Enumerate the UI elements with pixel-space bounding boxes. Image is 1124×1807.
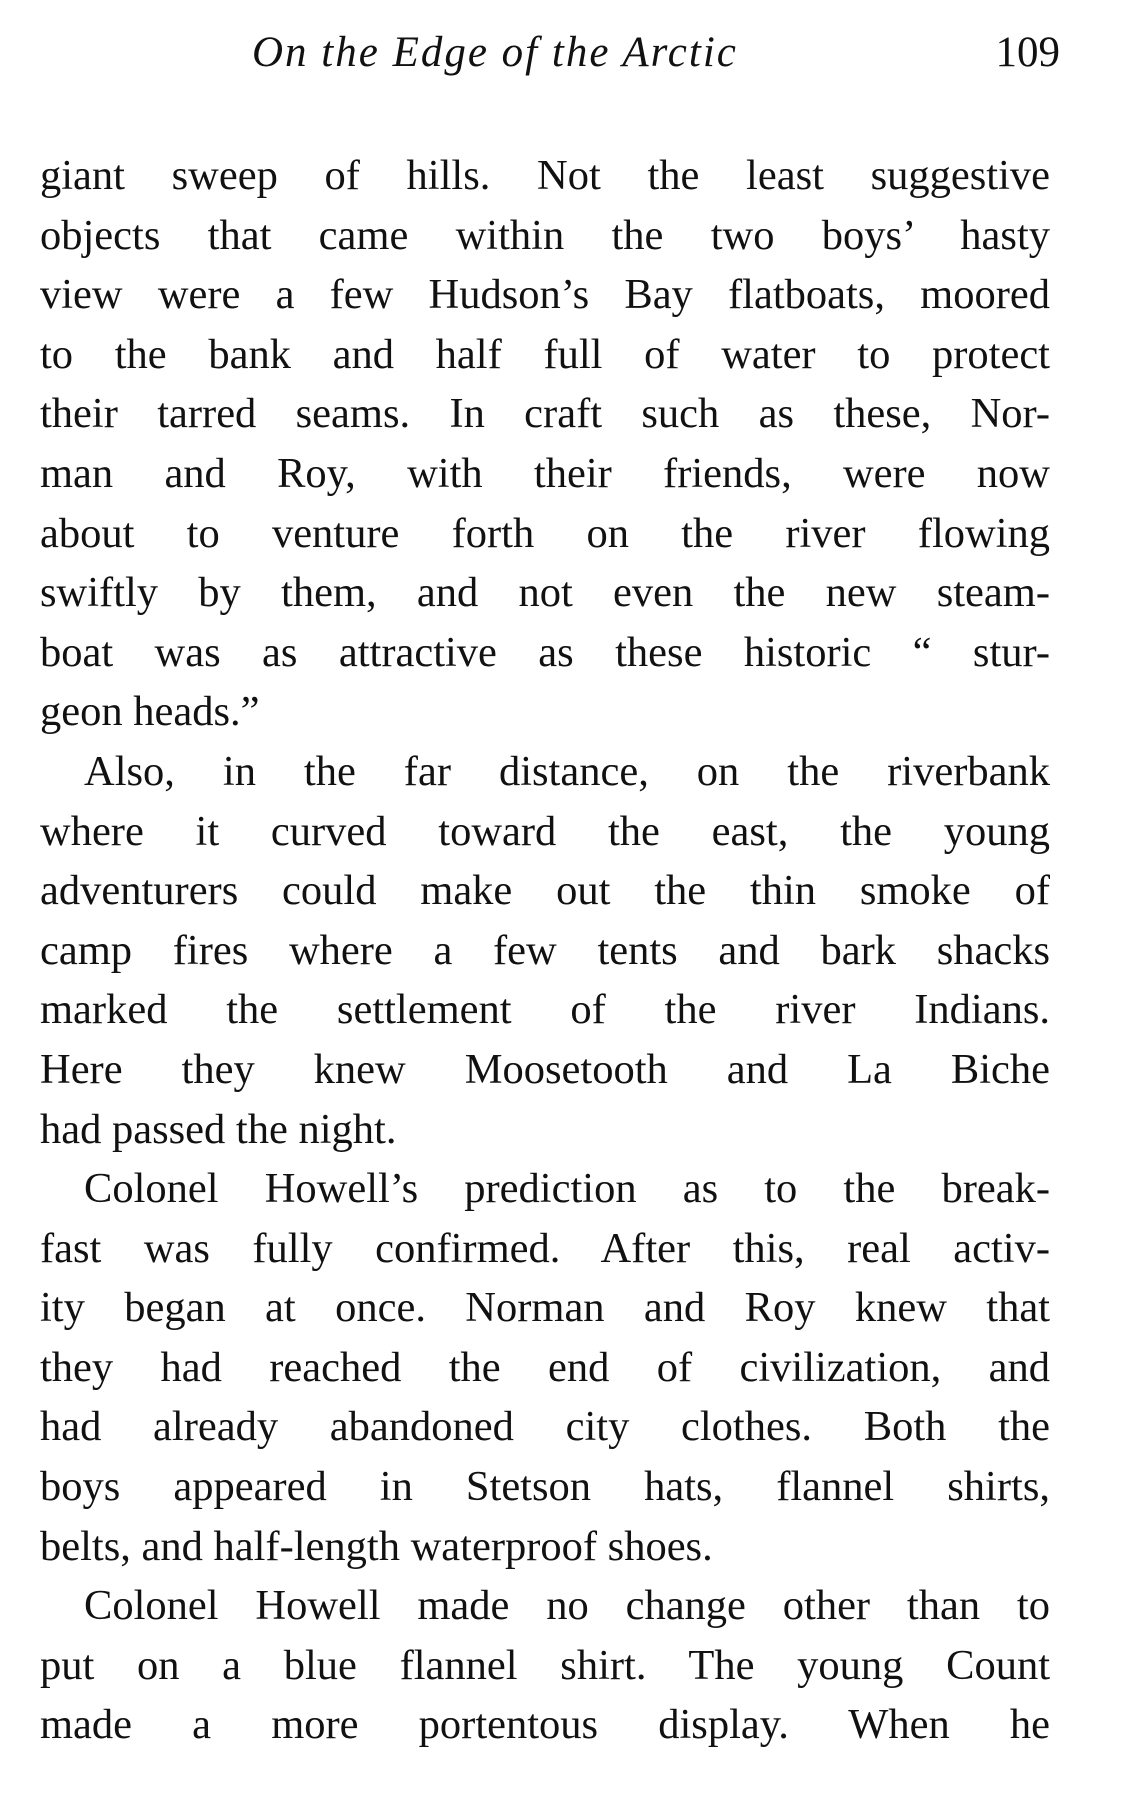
text-line: Also, in the far distance, on the riverbank (84, 747, 1050, 795)
text-line: camp fires where a few tents and bark shacks (40, 926, 1050, 974)
text-line: swiftly by them, and not even the new steam- (40, 569, 1050, 617)
page-number: 109 (995, 29, 1060, 76)
text-line: view were a few Hudson’s Bay flatboats, moored (40, 271, 1050, 319)
text-line: where it curved toward the east, the young (40, 807, 1050, 855)
text-line: boys appeared in Stetson hats, flannel shirts, (40, 1463, 1050, 1511)
text-line: belts, and half-length waterproof shoes. (40, 1522, 713, 1570)
paragraph (40, 1159, 1050, 1576)
text-line: geon heads.” (40, 688, 260, 736)
text-line: had already abandoned city clothes. Both the (40, 1403, 1050, 1451)
paragraph (40, 1576, 1050, 1755)
text-line: had passed the night. (40, 1105, 397, 1153)
text-line: adventurers could make out the thin smoke of (40, 867, 1050, 915)
body-text (40, 146, 1050, 1755)
text-line: they had reached the end of civilization, and (40, 1343, 1050, 1391)
text-line: objects that came within the two boys’ hasty (40, 211, 1050, 259)
text-line: their tarred seams. In craft such as these, Nor- (40, 390, 1050, 438)
text-line: put on a blue flannel shirt. The young Count (40, 1641, 1050, 1689)
text-line: marked the settlement of the river Indians. (40, 986, 1050, 1034)
text-line: to the bank and half full of water to protect (40, 330, 1050, 378)
text-line: Here they knew Moosetooth and La Biche (40, 1045, 1050, 1093)
text-line: giant sweep of hills. Not the least suggestive (40, 152, 1050, 199)
text-line: man and Roy, with their friends, were now (40, 449, 1050, 497)
text-line: ity began at once. Norman and Roy knew that (40, 1284, 1050, 1332)
text-line: about to venture forth on the river flowing (40, 509, 1050, 557)
text-line: Colonel Howell made no change other than to (84, 1582, 1050, 1630)
paragraph (40, 146, 1050, 742)
running-title: On the Edge of the Arctic (252, 29, 738, 76)
paragraph (40, 742, 1050, 1159)
text-line: made a more portentous display. When he (40, 1701, 1050, 1749)
text-line: boat was as attractive as these historic “ stur- (40, 628, 1050, 676)
text-line: Colonel Howell’s prediction as to the break- (84, 1165, 1050, 1213)
text-line: fast was fully confirmed. After this, real activ- (40, 1224, 1050, 1272)
running-head (40, 28, 1060, 88)
